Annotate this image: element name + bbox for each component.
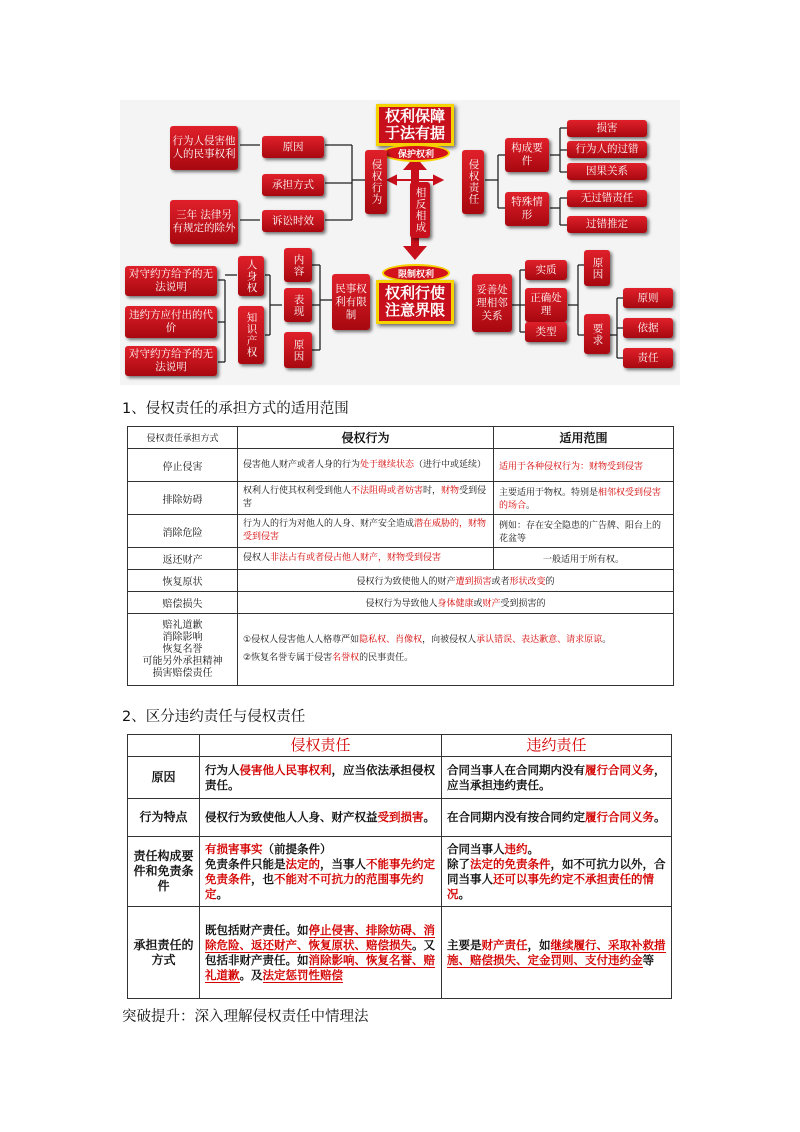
section-heading-3: 突破提升：深入理解侵权责任中情理法 — [122, 1009, 369, 1025]
table-header: 侵权责任承担方式 — [128, 427, 238, 449]
row-tort: 行为人侵害他人民事权利，应当依法承担侵权责任。 — [200, 757, 442, 799]
node-type: 类型 — [525, 322, 567, 342]
leaf-fault: 行为人的过错 — [567, 141, 647, 158]
table-header-row — [128, 427, 674, 449]
row-act: 侵害他人财产或者人身的行为处于继续状态（进行中或延续） — [238, 449, 494, 482]
table-row — [128, 548, 674, 570]
tort-vs-breach-table — [127, 734, 672, 999]
node-tort-liability: 侵权责任 — [462, 150, 484, 214]
row-name: 责任构成要件和免责条件 — [128, 837, 200, 907]
row-name: 承担责任的方式 — [128, 907, 200, 999]
node-neighbor-relations: 妥善处理相邻关系 — [472, 274, 512, 332]
row-act: 侵权人非法占有或者侵占他人财产，财物受到侵害 — [238, 548, 494, 570]
leaf-causality: 因果关系 — [567, 163, 647, 180]
node-reason: 原因 — [262, 136, 324, 158]
row-name-multi: 赔礼道歉 消除影响 恢复名誉 可能另外承担精神 损害赔偿责任 — [128, 614, 238, 686]
row-breach: 合同当事人在合同期内没有履行合同义务，应当承担违约责任。 — [442, 757, 672, 799]
row-merged: 侵权行为导致他人身体健康或财产受到损害的 — [238, 592, 674, 614]
row-tort: 既包括财产责任。如停止侵害、排除妨碍、消除危险、返还财产、恢复原状、赔偿损失。又包括非财产责任。如消除影响、恢复名誉、赔礼道歉。及法定惩罚性赔偿 — [200, 907, 442, 999]
row-scope: 例如：存在安全隐患的广告牌、阳台上的花盆等 — [494, 515, 674, 548]
node-rights-limited: 民事权利有限制 — [332, 274, 370, 330]
mind-map — [120, 100, 680, 385]
leaf-three-years: 三年 法律另有规定的除外 — [170, 200, 238, 244]
node-requirement: 要求 — [584, 314, 610, 354]
node-bearing-method: 承担方式 — [262, 174, 324, 196]
leaf-responsibility: 责任 — [623, 348, 673, 368]
table-row — [128, 592, 674, 614]
row-tort: 有损害事实（前提条件） 免责条件只能是法定的，当事人不能事先约定免责条件，也不能对不可抗力的范围事先约定。 — [200, 837, 442, 907]
table-row — [128, 482, 674, 515]
leaf-presumed-fault: 过错推定 — [567, 216, 647, 233]
node-proper-handling: 正确处理 — [525, 288, 567, 322]
row-name: 停止侵害 — [128, 449, 238, 482]
leaf-left-3: 对守约方给予的无法说明 — [125, 346, 217, 376]
oval-limit-rights: 限制权利 — [382, 264, 450, 282]
leaf-principle: 原则 — [623, 288, 673, 308]
table-row — [128, 799, 672, 837]
leaf-no-fault: 无过错责任 — [567, 190, 647, 207]
core-node-top: 权利保障于法有据 — [376, 104, 454, 146]
row-act: 权利人行使其权利受到他人不法阻碍或者妨害时，财物受到侵害 — [238, 482, 494, 515]
table-row — [128, 515, 674, 548]
node-expression: 表现 — [284, 288, 312, 322]
table-header: 违约责任 — [442, 735, 672, 757]
table-header — [128, 735, 200, 757]
core-node-bottom: 权利行使注意界限 — [376, 280, 454, 324]
row-name: 排除妨碍 — [128, 482, 238, 515]
row-breach: 合同当事人违约。 除了法定的免责条件，如不可抗力以外，合同当事人还可以事先约定不承担责任的情况。 — [442, 837, 672, 907]
node-content: 内容 — [284, 248, 312, 282]
row-act: 行为人的行为对他人的人身、财产安全造成潜在威胁的，财物受到侵害 — [238, 515, 494, 548]
table-row — [128, 449, 674, 482]
node-elements: 构成要件 — [505, 138, 549, 172]
row-name: 返还财产 — [128, 548, 238, 570]
leaf-damage: 损害 — [567, 120, 647, 137]
node-limitation: 诉讼时效 — [262, 210, 324, 232]
row-merged: ①侵权人侵害他人人格尊严如隐私权、肖像权，向被侵权人承认错误、表达歉意、请求原谅。 ②恢复名誉专属于侵害名誉权的民事责任。 — [238, 614, 674, 686]
table-row — [128, 757, 672, 799]
node-ip-rights: 知识产权 — [238, 306, 264, 364]
table-header: 适用范围 — [494, 427, 674, 449]
leaf-infringe-rights: 行为人侵害他人的民事权利 — [170, 126, 238, 170]
section-heading-2: 2、区分违约责任与侵权责任 — [122, 709, 306, 725]
node-reason-2: 原因 — [584, 250, 610, 286]
table-row — [128, 907, 672, 999]
row-merged: 侵权行为致使他人的财产遭到损害或者形状改变的 — [238, 570, 674, 592]
row-name: 赔偿损失 — [128, 592, 238, 614]
node-personal-rights: 人身权 — [238, 256, 264, 296]
liability-methods-table — [127, 426, 674, 686]
leaf-left-1: 对守约方给予的无法说明 — [125, 266, 217, 296]
table-header-row — [128, 735, 672, 757]
row-breach: 主要是财产责任，如继续履行、采取补救措施、赔偿损失、定金罚则、支付违约金等 — [442, 907, 672, 999]
table-header: 侵权责任 — [200, 735, 442, 757]
leaf-basis: 依据 — [623, 318, 673, 338]
section-heading-1: 1、侵权责任的承担方式的适用范围 — [122, 401, 349, 417]
node-cause: 原因 — [284, 332, 312, 368]
row-name: 行为特点 — [128, 799, 200, 837]
table-row — [128, 614, 674, 686]
row-scope: 适用于各种侵权行为：财物受到侵害 — [494, 449, 674, 482]
table-row — [128, 837, 672, 907]
row-tort: 侵权行为致使他人人身、财产权益受到损害。 — [200, 799, 442, 837]
table-header: 侵权行为 — [238, 427, 494, 449]
row-scope: 一般适用于所有权。 — [494, 548, 674, 570]
table-row — [128, 570, 674, 592]
row-name: 原因 — [128, 757, 200, 799]
row-name: 恢复原状 — [128, 570, 238, 592]
leaf-left-2: 违约方应付出的代价 — [125, 306, 217, 338]
node-essence: 实质 — [525, 260, 567, 280]
row-breach: 在合同期内没有按合同约定履行合同义务。 — [442, 799, 672, 837]
mid-arrow-label: 相反相成 — [410, 182, 430, 238]
oval-protect-rights: 保护权利 — [382, 144, 450, 162]
row-name: 消除危险 — [128, 515, 238, 548]
node-tort-act: 侵权行为 — [365, 150, 387, 214]
node-special-cases: 特殊情形 — [505, 192, 549, 226]
row-scope: 主要适用于物权。特别是相邻权受到侵害的场合。 — [494, 482, 674, 515]
